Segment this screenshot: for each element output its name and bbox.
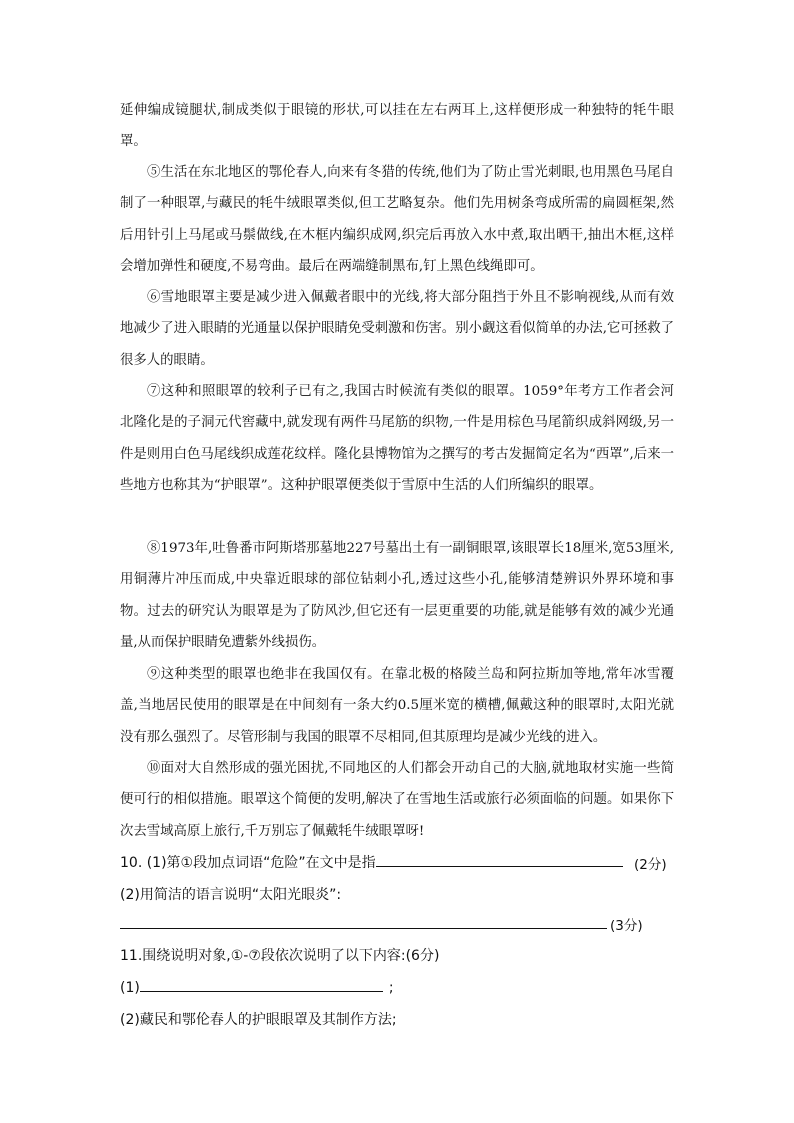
- paragraph-continued: 延伸编成镜腿状,制成类似于眼镜的形状,可以挂在左右两耳上,这样便形成一种独特的牦牛眼罩。: [120, 103, 674, 150]
- question-11-1: [120, 977, 680, 998]
- paragraph-9: ⑨这种类型的眼罩也绝非在我国仅有。在靠北极的格陵兰岛和阿拉斯加等地,常年冰雪覆盖,当地居民使用的眼罩是在中间刻有一条大约0.5厘米宽的横槽,佩戴这种的眼罩时,太阳光就没有那么强烈了。尽管形制与我国的眼罩不尽相同,但其原理均是减少光线的进入。: [120, 667, 674, 745]
- paragraph-6: ⑥雪地眼罩主要是减少进入佩戴者眼中的光线,将大部分阻挡于外且不影响视线,从而有效地减少了进入眼睛的光通量以保护眼睛免受刺激和伤害。别小觑这看似简单的办法,它可拯救了很多人的眼睛。: [120, 290, 674, 368]
- answer-blank-11-1[interactable]: [140, 977, 383, 992]
- question-10-2: (2)用简洁的语言说明“太阳光眼炎”:: [120, 887, 342, 903]
- question-11-1-label: (1): [120, 980, 140, 996]
- question-10-1: [120, 852, 680, 873]
- paragraph-10: ⑩面对大自然形成的强光困扰,不同地区的人们都会开动自己的大脑,就地取材实施一些简便可行的相似措施。眼罩这个简便的发明,解决了在雪地生活或旅行必须面临的问题。如果你下次去雪域高原上旅行,千万别忘了佩戴牦牛绒眼罩呀!: [120, 761, 674, 839]
- answer-blank-10-1[interactable]: [376, 852, 623, 867]
- answer-blank-10-2[interactable]: [120, 928, 607, 929]
- paragraph-5: ⑤生活在东北地区的鄂伦春人,向来有冬猎的传统,他们为了防止雪光刺眼,也用黑色马尾自制了一种眼罩,与藏民的牦牛绒眼罩类似,但工艺略复杂。他们先用树条弯成所需的扁圆框架,然后用针引上马尾或马鬃做线,在木框内编织成网,织完后再放入水中煮,取出晒干,抽出木框,这样会增加弹性和硬度,不易弯曲。最后在两端缝制黑布,钉上黑色线绳即可。: [120, 165, 674, 275]
- paragraph-8: ⑧1973年,吐鲁番市阿斯塔那墓地227号墓出土有一副铜眼罩,该眼罩长18厘米,宽53厘米,用铜薄片冲压而成,中央靠近眼球的部位钻刺小孔,透过这些小孔,能够清楚辨识外界环境和事物。过去的研究认为眼罩是为了防风沙,但它还有一层更重要的功能,就是能够有效的减少光通量,从而保护眼睛免遭紫外线损伤。: [120, 541, 674, 651]
- question-11: 11.围绕说明对象,①-⑦段依次说明了以下内容:(6分): [120, 948, 440, 964]
- question-11-2: (2)藏民和鄂伦春人的护眼眼罩及其制作方法;: [120, 1012, 397, 1028]
- paragraph-7: ⑦这种和照眼罩的较利子已有之,我国古时候流有类似的眼罩。1059°年考方工作者会河北隆化是的子洞元代窖藏中,就发现有两件马尾筋的织物,一件是用棕色马尾箭织成斜网级,另一件是则用白色马尾线织成莲花纹样。隆化县博物馆为之撰写的考古发掘简定名为“西罩”,后来一些地方也称其为“护眼罩”。这种护眼罩便类似于雪原中生活的人们所编织的眼罩。: [120, 384, 674, 494]
- score-10-2: (3分): [610, 918, 643, 934]
- question-11-1-end: ;: [388, 980, 394, 996]
- question-10-1-text: 10. (1)第①段加点词语“危险”在文中是指: [120, 855, 376, 871]
- score-10-1: (2分): [634, 857, 667, 873]
